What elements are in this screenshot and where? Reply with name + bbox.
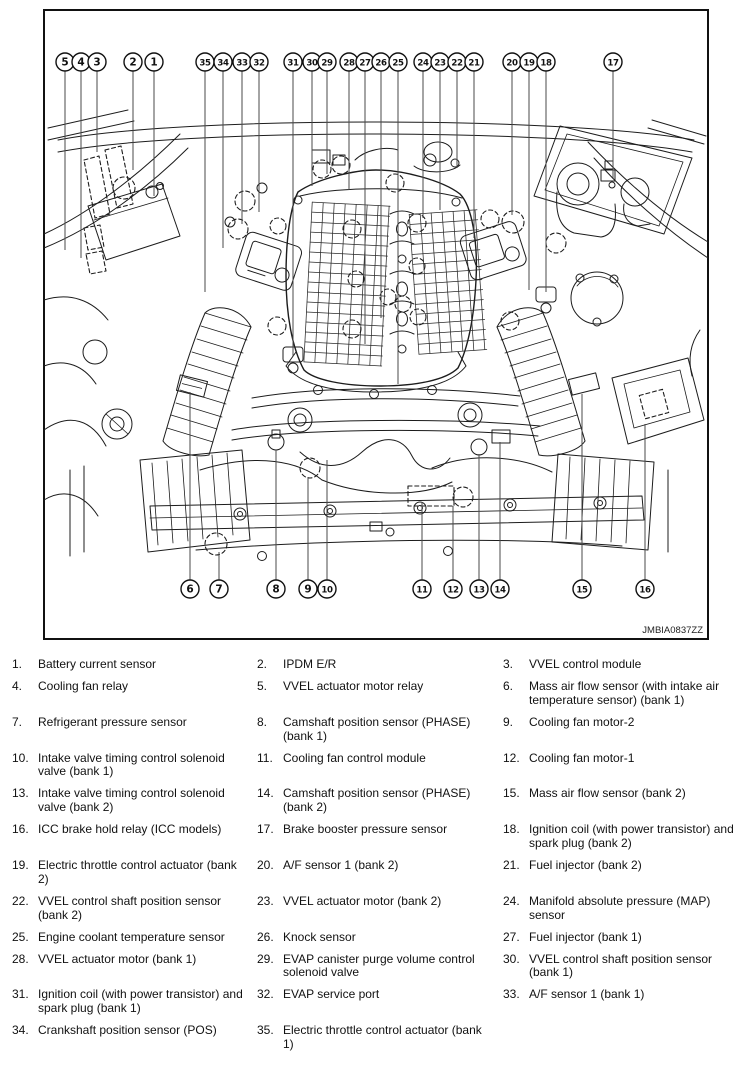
- engine-illustration: [44, 110, 708, 561]
- callout-number: 34: [217, 58, 229, 69]
- callout-number: 29: [321, 58, 333, 69]
- legend-item: [12, 787, 257, 815]
- legend-item-label: A/F sensor 1 (bank 1): [529, 987, 645, 1002]
- callout-number: 22: [451, 58, 463, 69]
- callout-25: [389, 53, 407, 384]
- legend: [0, 650, 747, 1052]
- legend-item: [257, 823, 503, 851]
- callout-10: [318, 460, 336, 598]
- callout-number: 35: [199, 58, 211, 69]
- maf-sensor-left: [176, 375, 207, 397]
- legend-item-number: 31.: [12, 987, 29, 1002]
- legend-item-label: Mass air flow sensor (bank 2): [529, 786, 686, 801]
- callout-20: [503, 53, 521, 215]
- callout-number: 14: [494, 585, 506, 596]
- legend-item: [12, 953, 257, 981]
- legend-item-number: 1.: [12, 657, 23, 671]
- legend-item-label: Electric throttle control actuator (bank 2): [38, 857, 237, 886]
- legend-item-number: 14.: [257, 786, 274, 801]
- callout-16: [636, 424, 654, 598]
- legend-item-label: Manifold absolute pressure (MAP) sensor: [529, 893, 711, 922]
- legend-item: [12, 658, 257, 672]
- legend-item-number: 5.: [257, 678, 268, 693]
- legend-item: [503, 953, 747, 981]
- callout-8: [267, 450, 285, 598]
- callout-2: [124, 53, 142, 170]
- legend-item-label: Cooling fan relay: [38, 678, 129, 693]
- callout-24: [414, 53, 432, 218]
- battery-and-relays: [84, 146, 180, 274]
- legend-item: [257, 680, 503, 708]
- callout-1: [145, 53, 163, 196]
- legend-item-number: 26.: [257, 929, 274, 944]
- legend-item-number: 16.: [12, 822, 29, 837]
- engine-block-right: [552, 454, 654, 550]
- legend-item-number: 2.: [257, 657, 268, 671]
- callout-number: 3: [93, 56, 101, 69]
- legend-item-label: Knock sensor: [283, 929, 356, 944]
- callout-number: 5: [61, 56, 69, 69]
- legend-item: [12, 859, 257, 887]
- callout-number: 12: [447, 585, 459, 596]
- legend-item-number: 23.: [257, 893, 274, 908]
- callout-11: [413, 502, 431, 598]
- reservoir-tanks: [557, 161, 650, 237]
- callout-number: 21: [468, 58, 480, 69]
- legend-item-label: Intake valve timing control solenoid valve (bank 1): [38, 750, 225, 779]
- callout-15: [573, 394, 591, 598]
- legend-item-label: Mass air flow sensor (with intake air temperature sensor) (bank 1): [529, 678, 720, 707]
- legend-item-label: Cooling fan motor-2: [529, 714, 635, 729]
- engine-block-left: [140, 450, 250, 552]
- legend-item-number: 32.: [257, 987, 274, 1002]
- legend-item-number: 19.: [12, 857, 29, 872]
- callout-number: 6: [186, 583, 194, 596]
- legend-item: [503, 823, 747, 851]
- callout-number: 4: [77, 56, 85, 69]
- callout-number: 13: [473, 585, 485, 596]
- callout-number: 25: [392, 58, 404, 69]
- callout-number: 27: [359, 58, 371, 69]
- legend-item-number: 7.: [12, 714, 23, 729]
- legend-item-number: 3.: [503, 657, 514, 671]
- legend-item: [257, 716, 503, 744]
- legend-item-label: Ignition coil (with power transistor) and spark plug (bank 2): [529, 822, 734, 851]
- legend-item: [257, 895, 503, 923]
- legend-item-label: Ignition coil (with power transistor) and spark plug (bank 1): [38, 987, 243, 1016]
- legend-item-label: Brake booster pressure sensor: [283, 822, 448, 837]
- callout-number: 7: [215, 583, 223, 596]
- legend-item: [12, 1024, 257, 1052]
- callout-number: 10: [321, 585, 333, 596]
- callout-number: 28: [343, 58, 355, 69]
- legend-item-number: 35.: [257, 1023, 274, 1038]
- callout-number: 30: [306, 58, 318, 69]
- legend-item-number: 10.: [12, 750, 29, 765]
- callout-number: 1: [150, 56, 158, 69]
- legend-item: [257, 752, 503, 780]
- legend-item-label: VVEL control shaft position sensor (bank 2): [38, 893, 221, 922]
- legend-item-number: 6.: [503, 678, 514, 693]
- legend-item-number: 11.: [257, 750, 273, 765]
- legend-item-label: Cooling fan motor-1: [529, 750, 635, 765]
- legend-item-label: Crankshaft position sensor (POS): [38, 1023, 217, 1038]
- legend-item-label: VVEL control module: [529, 657, 642, 671]
- legend-item-number: 20.: [257, 857, 274, 872]
- callout-3: [88, 53, 106, 152]
- legend-item-number: 30.: [503, 951, 520, 966]
- legend-item-number: 25.: [12, 929, 29, 944]
- callout-19: [520, 53, 538, 290]
- legend-item-number: 34.: [12, 1023, 29, 1038]
- legend-item-label: VVEL actuator motor (bank 1): [38, 951, 197, 966]
- legend-item: [12, 988, 257, 1016]
- legend-item-number: 21.: [503, 857, 520, 872]
- legend-item: [503, 859, 747, 887]
- legend-item-label: Camshaft position sensor (PHASE) (bank 2): [283, 786, 471, 815]
- legend-item-label: Cooling fan control module: [283, 750, 426, 765]
- legend-item-label: Engine coolant temperature sensor: [38, 929, 225, 944]
- legend-item-number: 13.: [12, 786, 29, 801]
- legend-item-number: 18.: [503, 822, 520, 837]
- callout-number: 19: [523, 58, 535, 69]
- callout-34: [214, 53, 232, 248]
- legend-item: [12, 752, 257, 780]
- legend-item: [12, 716, 257, 744]
- callout-number: 23: [434, 58, 446, 69]
- cowl-panel: [48, 110, 706, 172]
- callout-7: [210, 552, 228, 598]
- callout-number: 24: [417, 58, 429, 69]
- callout-number: 20: [506, 58, 518, 69]
- maf-sensor-right: [568, 373, 599, 395]
- legend-item-label: Camshaft position sensor (PHASE) (bank 1): [283, 714, 471, 743]
- legend-item-number: 12.: [503, 750, 520, 765]
- legend-item: [503, 988, 747, 1016]
- callout-27: [356, 53, 374, 344]
- legend-item-label: Electric throttle control actuator (bank 1): [283, 1023, 482, 1052]
- legend-item-label: Fuel injector (bank 1): [529, 929, 642, 944]
- legend-item-label: Intake valve timing control solenoid valve (bank 2): [38, 786, 225, 815]
- callout-13: [470, 454, 488, 598]
- callout-9: [299, 477, 317, 598]
- legend-item: [503, 787, 747, 815]
- figure-code: JMBIA0837ZZ: [642, 625, 703, 636]
- callout-32: [250, 53, 268, 212]
- legend-item: [257, 931, 503, 945]
- callout-number: 32: [253, 58, 265, 69]
- legend-item: [503, 680, 747, 708]
- manifold-grid-left: [304, 202, 390, 366]
- callout-number: 18: [540, 58, 552, 69]
- callout-28: [340, 53, 358, 190]
- legend-item-label: VVEL actuator motor relay: [283, 678, 424, 693]
- hidden-component-markers: [113, 156, 669, 555]
- legend-item-label: VVEL control shaft position sensor (bank 1): [529, 951, 712, 980]
- legend-item: [12, 823, 257, 851]
- legend-item: [12, 680, 257, 708]
- callout-number: 15: [576, 585, 588, 596]
- legend-item: [257, 1024, 503, 1052]
- callout-layer: [56, 53, 654, 598]
- legend-item: [503, 658, 747, 672]
- callout-number: 31: [287, 58, 299, 69]
- legend-item-label: Fuel injector (bank 2): [529, 857, 642, 872]
- legend-item-number: 15.: [503, 786, 520, 801]
- legend-item: [257, 859, 503, 887]
- legend-item: [503, 716, 747, 744]
- legend-item-number: 33.: [503, 987, 520, 1002]
- legend-item: [257, 787, 503, 815]
- callout-number: 16: [639, 585, 651, 596]
- legend-item-number: 8.: [257, 714, 268, 729]
- legend-item-label: Battery current sensor: [38, 657, 157, 671]
- callout-17: [604, 53, 622, 178]
- callout-35: [196, 53, 214, 292]
- legend-item-number: 24.: [503, 893, 520, 908]
- legend-item: [257, 658, 503, 672]
- legend-item: [257, 953, 503, 981]
- legend-item: [257, 988, 503, 1016]
- legend-item-label: IPDM E/R: [283, 657, 337, 671]
- legend-item-label: ICC brake hold relay (ICC models): [38, 822, 222, 837]
- legend-item: [12, 931, 257, 945]
- legend-item: [12, 895, 257, 923]
- callout-number: 33: [236, 58, 248, 69]
- callout-12: [444, 506, 462, 598]
- legend-item-label: Refrigerant pressure sensor: [38, 714, 187, 729]
- callout-22: [448, 53, 466, 168]
- callout-14: [491, 442, 509, 598]
- legend-item-number: 29.: [257, 951, 274, 966]
- legend-item-label: VVEL actuator motor (bank 2): [283, 893, 442, 908]
- callout-number: 8: [272, 583, 280, 596]
- callout-number: 2: [129, 56, 137, 69]
- hoses-and-harness: [200, 389, 552, 493]
- callout-number: 11: [416, 585, 428, 596]
- right-fender: [571, 142, 708, 552]
- legend-item-label: EVAP service port: [283, 987, 380, 1002]
- callout-number: 17: [607, 58, 619, 69]
- legend-item: [503, 895, 747, 923]
- relay-box-right: [612, 358, 704, 444]
- legend-item-number: 27.: [503, 929, 520, 944]
- callout-number: 9: [304, 583, 312, 596]
- legend-item: [503, 931, 747, 945]
- legend-item-number: 17.: [257, 822, 274, 837]
- legend-item-number: 9.: [503, 714, 514, 729]
- legend-item-number: 28.: [12, 951, 29, 966]
- legend-item-number: 4.: [12, 678, 23, 693]
- callout-30: [303, 53, 321, 186]
- callout-31: [284, 53, 302, 356]
- small-components: [102, 154, 556, 536]
- legend-item-label: A/F sensor 1 (bank 2): [283, 857, 399, 872]
- legend-item: [503, 752, 747, 780]
- legend-item-label: EVAP canister purge volume control solenoid valve: [283, 951, 475, 980]
- legend-item-number: 22.: [12, 893, 29, 908]
- callout-number: 26: [375, 58, 387, 69]
